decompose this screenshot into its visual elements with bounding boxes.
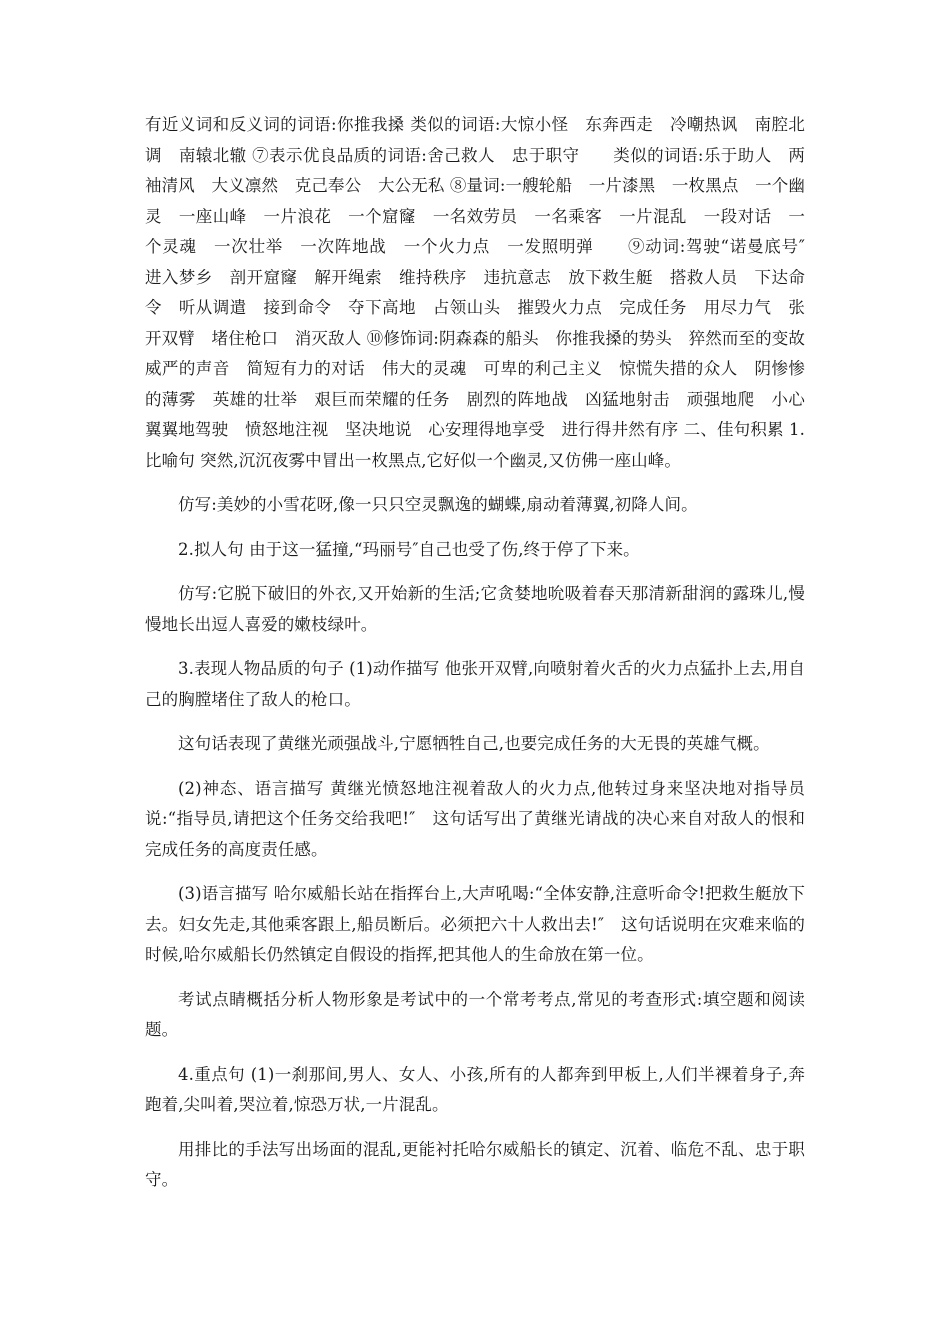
expression-language-paragraph: (2)神态、语言描写 黄继光愤怒地注视着敌人的火力点,他转过身来坚决地对指导员说:“指导员,请把这个任务交给我吧!″ 这句话写出了黄继光请战的决心来自对敌人的恨和完成任务的高度责任感。 [145,778,805,859]
language-description-paragraph: (3)语言描写 哈尔威船长站在指挥台上,大声吼喝:“全体安静,注意听命令!把救生艇放下去。妇女先走,其他乘客跟上,船员断后。必须把六十人救出去!″ 这句话说明在灾难来临的时候,哈尔威船长仍然镇定自假设的指挥,把其他人的生命放在第一位。 [145,884,805,964]
key-sentence-paragraph: 4.重点句 (1)一刹那间,男人、女人、小孩,所有的人都奔到甲板上,人们半裸着身子,奔跑着,尖叫着,哭泣着,惊恐万状,一片混乱。 [145,1064,805,1114]
exam-tip-paragraph: 考试点睛概括分析人物形象是考试中的一个常考考点,常见的考查形式:填空题和阅读题。 [145,989,805,1039]
character-quality-paragraph: 3.表现人物品质的句子 (1)动作描写 他张开双臂,向喷射着火舌的火力点猛扑上去,用自己的胸膛堵住了敌人的枪口。 [145,659,805,709]
imitation-paragraph-2: 仿写:它脱下破旧的外衣,又开始新的生活;它贪婪地吮吸着春天那清新甜润的露珠儿,慢慢地长出逗人喜爱的嫩枝绿叶。 [145,584,805,634]
analysis-paragraph-2: 用排比的手法写出场面的混乱,更能衬托哈尔威船长的镇定、沉着、临危不乱、忠于职守。 [145,1139,805,1189]
vocabulary-paragraph: 有近义词和反义词的词语:你推我搡 类似的词语:大惊小怪 东奔西走 冷嘲热讽 南腔北调 南辕北辙 ⑦表示优良品质的词语:舍己救人 忠于职守 类似的词语:乐于助人 两袖清风 大义凛然 克己奉公 大公无私 ⑧量词:一艘轮船 一片漆黑 一枚黑点 一个幽灵 一座山峰 一片浪花 一个窟窿 一名效劳员 一名乘客 一片混乱 一段对话 一个灵魂 一次壮举 一次阵地战 一个火力点 一发照明弹 ⑨动词:驾驶“诺曼底号″ 进入梦乡 剖开窟窿 解开绳索 维持秩序 违抗意志 放下救生艇 搭救人员 下达命令 听从调遣 接到命令 夺下高地 占领山头 摧毁火力点 完成任务 用尽力气 张开双臂 堵住枪口 消灭敌人 ⑩修饰词:阴森森的船头 你推我搡的势头 猝然而至的变故 威严的声音 简短有力的对话 伟大的灵魂 可卑的利己主义 惊慌失措的众人 阴惨惨的薄雾 英雄的壮举 艰巨而荣耀的任务 剧烈的阵地战 凶猛地射击 顽强地爬 小心翼翼地驾驶 愤怒地注视 坚决地说 心安理得地享受 进行得井然有序 二、佳句积累 1.比喻句 突然,沉沉夜雾中冒出一枚黑点,它好似一个幽灵,又仿佛一座山峰。 [145,115,822,470]
imitation-paragraph-1: 仿写:美妙的小雪花呀,像一只只空灵飘逸的蝴蝶,扇动着薄翼,初降人间。 [178,495,698,514]
document-page [145,110,822,1210]
analysis-paragraph-1: 这句话表现了黄继光顽强战斗,宁愿牺牲自己,也要完成任务的大无畏的英雄气概。 [178,734,770,753]
personification-paragraph: 2.拟人句 由于这一猛撞,“玛丽号″自己也受了伤,终于停了下来。 [178,539,640,559]
